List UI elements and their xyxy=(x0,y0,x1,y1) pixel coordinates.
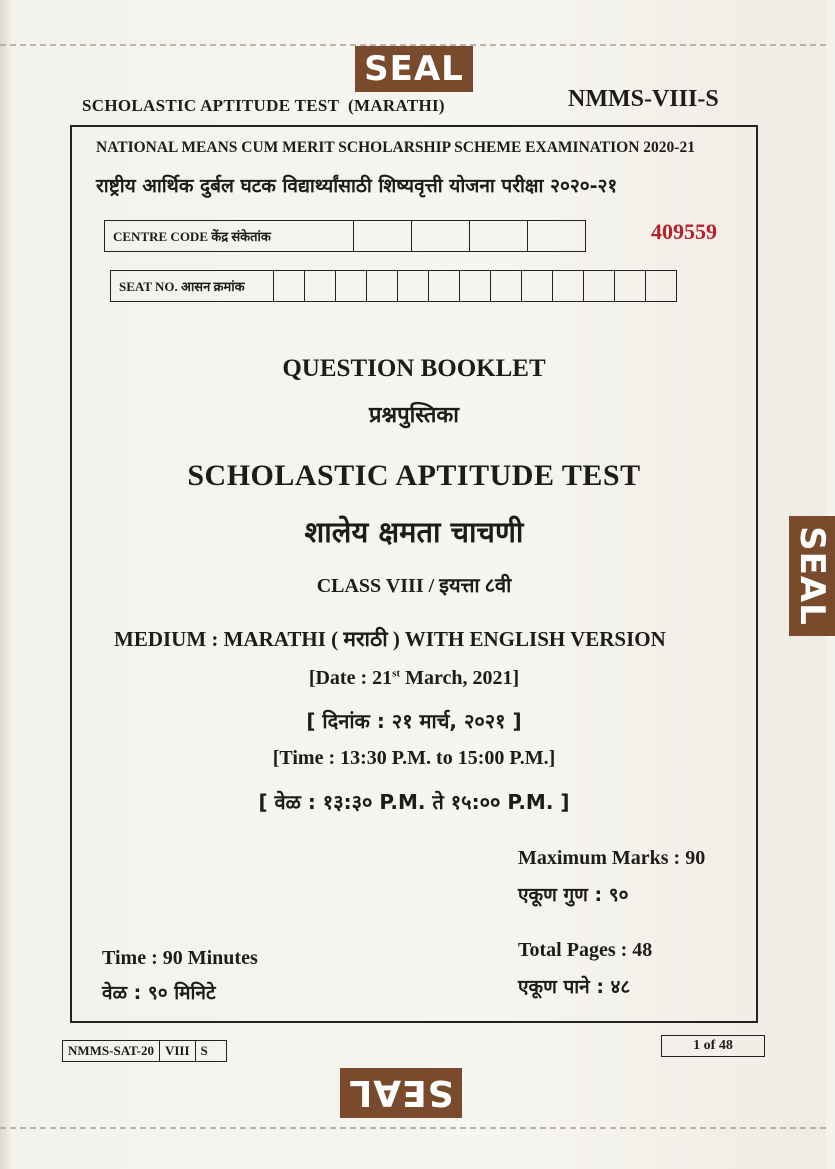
test-name-mr: शालेय क्षमता चाचणी xyxy=(304,515,524,549)
seat-no-cell[interactable] xyxy=(336,271,367,301)
max-marks-en: Maximum Marks : 90 xyxy=(518,847,706,869)
page-number: 1 of 48 xyxy=(661,1035,765,1057)
header-paper-code: NMMS-VIII-S xyxy=(568,86,719,112)
centre-code-cell[interactable] xyxy=(412,221,470,251)
exam-title-en: NATIONAL MEANS CUM MERIT SCHOLARSHIP SCHEME EXAMINATION 2020-21 xyxy=(96,139,695,156)
time-mr: [ वेळ : १३:३० P.M. ते १५:०० P.M. ] xyxy=(258,790,570,814)
duration-en: Time : 90 Minutes xyxy=(102,947,258,969)
date-en-sup: st xyxy=(392,667,401,680)
centre-code-cell[interactable] xyxy=(470,221,528,251)
footer-code: NMMS-SAT-20 xyxy=(63,1041,160,1061)
seat-no-cell[interactable] xyxy=(460,271,491,301)
date-en xyxy=(72,667,756,690)
cover-frame xyxy=(70,125,758,1023)
seat-no-cell[interactable] xyxy=(305,271,336,301)
seat-no-cell[interactable] xyxy=(553,271,584,301)
centre-code-cell[interactable] xyxy=(528,221,585,251)
seat-no-cell[interactable] xyxy=(646,271,676,301)
exam-title-mr: राष्ट्रीय आर्थिक दुर्बल घटक विद्यार्थ्यांसाठी शिष्यवृत्ती योजना परीक्षा २०२०-२१ xyxy=(96,175,618,197)
date-en-suffix: March, 2021] xyxy=(400,667,520,689)
duration-mr: वेळ : ९० मिनिटे xyxy=(102,982,216,1004)
medium-label: MEDIUM : MARATHI ( मराठी ) WITH ENGLISH VERSION xyxy=(114,627,666,651)
centre-code-box xyxy=(104,220,586,252)
seat-no-cell[interactable] xyxy=(615,271,646,301)
seal-side: SEAL xyxy=(789,516,835,636)
header-test-name: SCHOLASTIC APTITUDE TEST (MARATHI) xyxy=(82,96,445,115)
seat-no-cell[interactable] xyxy=(522,271,553,301)
serial-number: 409559 xyxy=(651,219,717,244)
seat-no-cell[interactable] xyxy=(491,271,522,301)
perforation-bottom xyxy=(0,1127,826,1129)
seat-no-cell[interactable] xyxy=(398,271,429,301)
footer-class: VIII xyxy=(160,1041,196,1061)
seat-no-cell[interactable] xyxy=(584,271,615,301)
seat-no-cell[interactable] xyxy=(367,271,398,301)
centre-code-label: CENTRE CODE केंद्र संकेतांक xyxy=(105,221,354,251)
max-marks-mr: एकूण गुण : ९० xyxy=(518,884,629,906)
time-en: [Time : 13:30 P.M. to 15:00 P.M.] xyxy=(272,747,556,769)
footer-paper-code xyxy=(62,1040,227,1062)
seat-no-box xyxy=(110,270,677,302)
class-label: CLASS VIII / इयत्ता ८वी xyxy=(316,575,512,597)
seal-top: SEAL xyxy=(355,46,473,92)
booklet-title-mr: प्रश्नपुस्तिका xyxy=(369,403,459,428)
total-pages-en: Total Pages : 48 xyxy=(518,939,653,961)
seat-no-cell[interactable] xyxy=(274,271,305,301)
total-pages-mr: एकूण पाने : ४८ xyxy=(518,976,631,998)
centre-code-cell[interactable] xyxy=(354,221,412,251)
footer-series: S xyxy=(200,1043,208,1058)
booklet-title-en: QUESTION BOOKLET xyxy=(282,355,546,382)
date-mr: [ दिनांक : २१ मार्च, २०२१ ] xyxy=(306,709,522,733)
seal-bottom: SEAL xyxy=(340,1068,462,1118)
seat-no-cell[interactable] xyxy=(429,271,460,301)
test-name-en: SCHOLASTIC APTITUDE TEST xyxy=(187,459,641,492)
seat-no-label: SEAT NO. आसन क्रमांक xyxy=(111,271,274,301)
date-en-prefix: [Date : 21 xyxy=(308,667,393,689)
